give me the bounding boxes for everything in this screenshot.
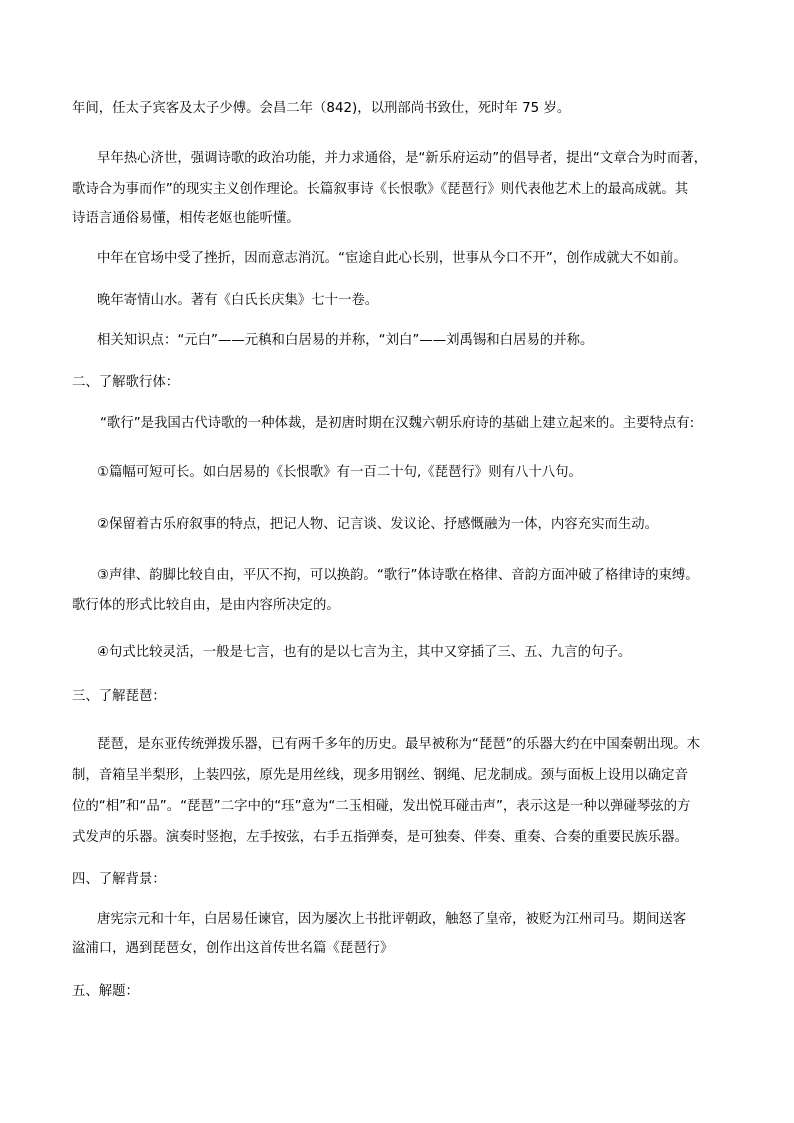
- section-heading-2: 二、了解歌行体：: [72, 375, 180, 390]
- text-line-10: ①篇幅可短可长。如白居易的《长恨歌》有一百二十句,《琵琶行》则有八十八句。: [97, 465, 582, 480]
- text-line-11: ②保留着古乐府叙事的特点，把记人物、记言谈、发议论、抒感慨融为一体，内容充实而生动。: [97, 517, 659, 532]
- text-line-1: 年间，任太子宾客及太子少傅。会昌二年（842)，以刑部尚书致仕，死时年 75 岁。: [72, 101, 571, 116]
- text-line-14: ④句式比较灵活，一般是七言，也有的是以七言为主，其中又穿插了三、五、九言的句子。: [97, 645, 632, 660]
- text-line-7: 相关知识点：“元白”——元稹和白居易的并称，“刘白”——刘禹锡和白居易的并称。: [97, 333, 594, 348]
- text-line-21: 唐宪宗元和十年，白居易任谏官，因为屡次上书批评朝政，触怒了皇帝，被贬为江州司马。期间送客: [97, 912, 687, 927]
- section-heading-3: 三、了解琵琶：: [72, 689, 166, 704]
- text-line-4: 诗语言通俗易懂，相传老妪也能听懂。: [72, 211, 300, 226]
- text-line-17: 制，音箱呈半梨形，上装四弦，原先是用丝线，现多用钢丝、钢绳、尼龙制成。颈与面板上设用以确定音: [72, 768, 688, 783]
- text-line-2: 早年热心济世，强调诗歌的政治功能，并力求通俗，是“新乐府运动”的倡导者，提出“文章合为时而著，: [97, 151, 707, 166]
- text-line-19: 式发声的乐器。演奏时竖抱，左手按弦，右手五指弹奏，是可独奏、伴奏、重奏、合奏的重要民族乐器。: [72, 830, 688, 845]
- text-line-16: 琵琶，是东亚传统弹拨乐器，已有两千多年的历史。最早被称为“琵琶”的乐器大约在中国秦朝出现。木: [97, 737, 701, 752]
- text-line-13: 歌行体的形式比较自由，是由内容所决定的。: [72, 598, 340, 613]
- text-line-12: ③声律、韵脚比较自由，平仄不拘，可以换韵。“歌行”体诗歌在格律、音韵方面冲破了格律诗的束缚。: [97, 568, 699, 583]
- text-line-9: “歌行”是我国古代诗歌的一种体裁，是初唐时期在汉魏六朝乐府诗的基础上建立起来的。主要特点有:: [100, 416, 695, 431]
- text-line-5: 中年在官场中受了挫折，因而意志消沉。“宦途自此心长别，世事从今口不开”，创作成就大不如前。: [97, 251, 687, 266]
- text-line-22: 湓浦口，遇到琵琶女，创作出这首传世名篇《琵琶行》: [72, 941, 394, 956]
- text-line-3: 歌诗合为事而作”的现实主义创作理论。长篇叙事诗《长恨歌》《琵琶行》则代表他艺术上的最高成就。其: [72, 182, 689, 197]
- section-heading-4: 四、了解背景：: [72, 872, 166, 887]
- text-line-6: 晚年寄情山水。著有《白氏长庆集》七十一卷。: [97, 293, 379, 308]
- text-line-18: 位的“相”和“品”。“琵琶”二字中的“珏”意为“二玉相碰，发出悦耳碰击声”，表示这是一种以弹碰琴弦的方: [72, 799, 691, 814]
- section-heading-5: 五、解题：: [72, 984, 139, 999]
